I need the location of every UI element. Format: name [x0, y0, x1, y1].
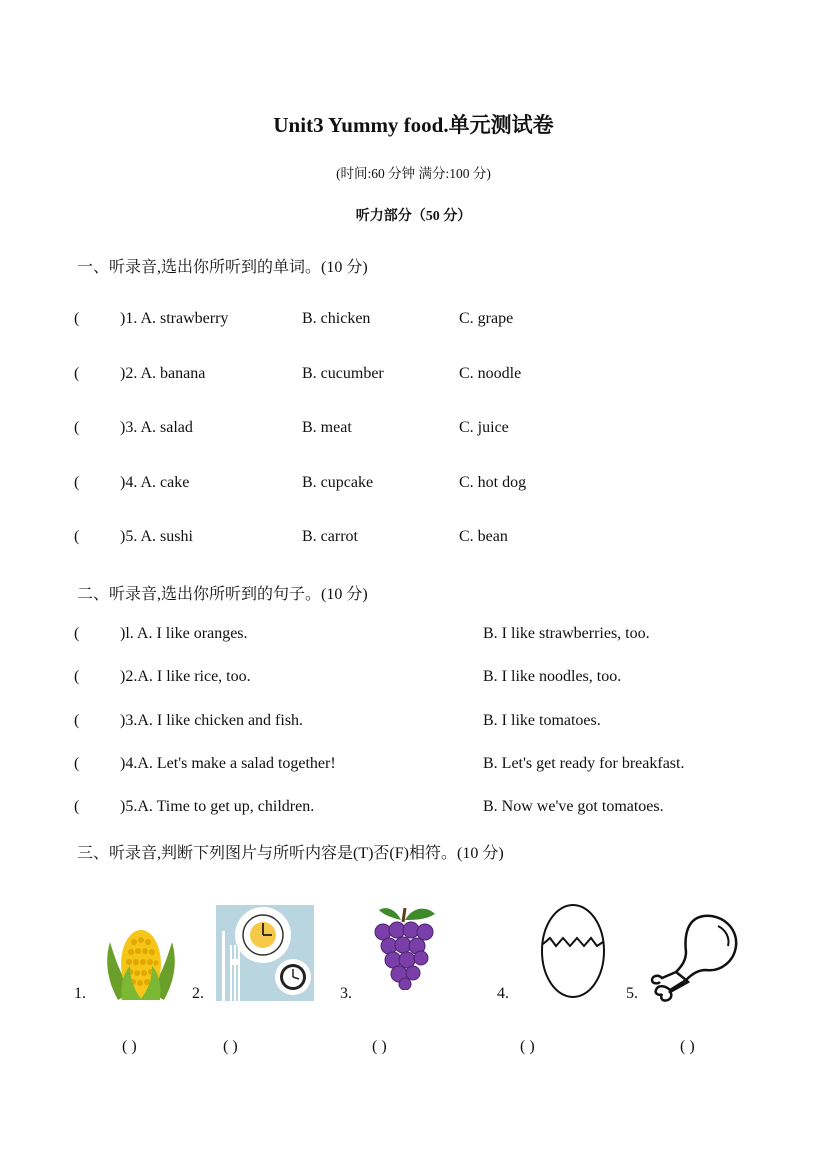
option-a: )4.A. Let's make a salad together! [120, 755, 336, 772]
option-b: B. cucumber [302, 365, 384, 382]
option-b: B. cupcake [302, 474, 374, 491]
option-a: )3. A. salad [120, 419, 193, 436]
answer-blank[interactable]: ( [74, 419, 80, 436]
page-title: Unit3 Yummy food.单元测试卷 [273, 113, 554, 137]
answer-blank[interactable]: ( ) [372, 1038, 387, 1055]
part-heading: 听力部分（50 分） [355, 209, 472, 224]
option-a: )5. A. sushi [120, 528, 193, 545]
picture-number: 4. [497, 985, 509, 1002]
option-b: B. carrot [302, 528, 358, 545]
answer-blank[interactable]: ( ) [520, 1038, 535, 1055]
option-a: )2.A. I like rice, too. [120, 668, 251, 685]
option-b: B. chicken [302, 310, 371, 327]
section1-heading: 一、听录音,选出你所听到的单词。(10 分) [77, 259, 368, 276]
answer-blank[interactable]: ( [74, 310, 80, 327]
option-c: C. grape [459, 310, 514, 327]
option-b: B. Let's get ready for breakfast. [483, 755, 685, 772]
answer-blank[interactable]: ( [74, 668, 80, 685]
picture-number: 3. [340, 985, 352, 1002]
picture-number: 2. [192, 985, 204, 1002]
picture-number: 5. [626, 985, 638, 1002]
section2-heading: 二、听录音,选出你所听到的句子。(10 分) [77, 586, 368, 603]
option-b: B. meat [302, 419, 352, 436]
answer-blank[interactable]: ( ) [223, 1038, 238, 1055]
option-c: C. juice [459, 419, 509, 436]
answer-blank[interactable]: ( [74, 755, 80, 772]
option-a: )2. A. banana [120, 365, 206, 382]
option-a: )3.A. I like chicken and fish. [120, 712, 304, 729]
option-c: C. noodle [459, 365, 522, 382]
grape-icon [365, 902, 441, 990]
answer-blank[interactable]: ( [74, 798, 80, 815]
answer-blank[interactable]: ( [74, 365, 80, 382]
option-b: B. Now we've got tomatoes. [483, 798, 664, 815]
answer-blank[interactable]: ( [74, 712, 80, 729]
answer-blank[interactable]: ( [74, 474, 80, 491]
option-c: C. hot dog [459, 474, 527, 491]
chicken-leg-icon [648, 910, 742, 1002]
section3-heading: 三、听录音,判断下列图片与所听内容是(T)否(F)相符。(10 分) [77, 845, 504, 862]
exam-info: (时间:60 分钟 满分:100 分) [336, 166, 491, 181]
option-b: B. I like strawberries, too. [483, 625, 650, 642]
option-b: B. I like noodles, too. [483, 668, 622, 685]
clock-plate-icon [216, 905, 314, 1001]
corn-icon [98, 922, 184, 1002]
answer-blank[interactable]: ( [74, 625, 80, 642]
answer-blank[interactable]: ( [74, 528, 80, 545]
answer-blank[interactable]: ( ) [122, 1038, 137, 1055]
option-a: )5.A. Time to get up, children. [120, 798, 315, 815]
answer-blank[interactable]: ( ) [680, 1038, 695, 1055]
option-b: B. I like tomatoes. [483, 712, 601, 729]
picture-number: 1. [74, 985, 86, 1002]
egg-icon [538, 902, 608, 1000]
option-c: C. bean [459, 528, 508, 545]
option-a: )l. A. I like oranges. [120, 625, 248, 642]
option-a: )4. A. cake [120, 474, 190, 491]
option-a: )1. A. strawberry [120, 310, 229, 327]
